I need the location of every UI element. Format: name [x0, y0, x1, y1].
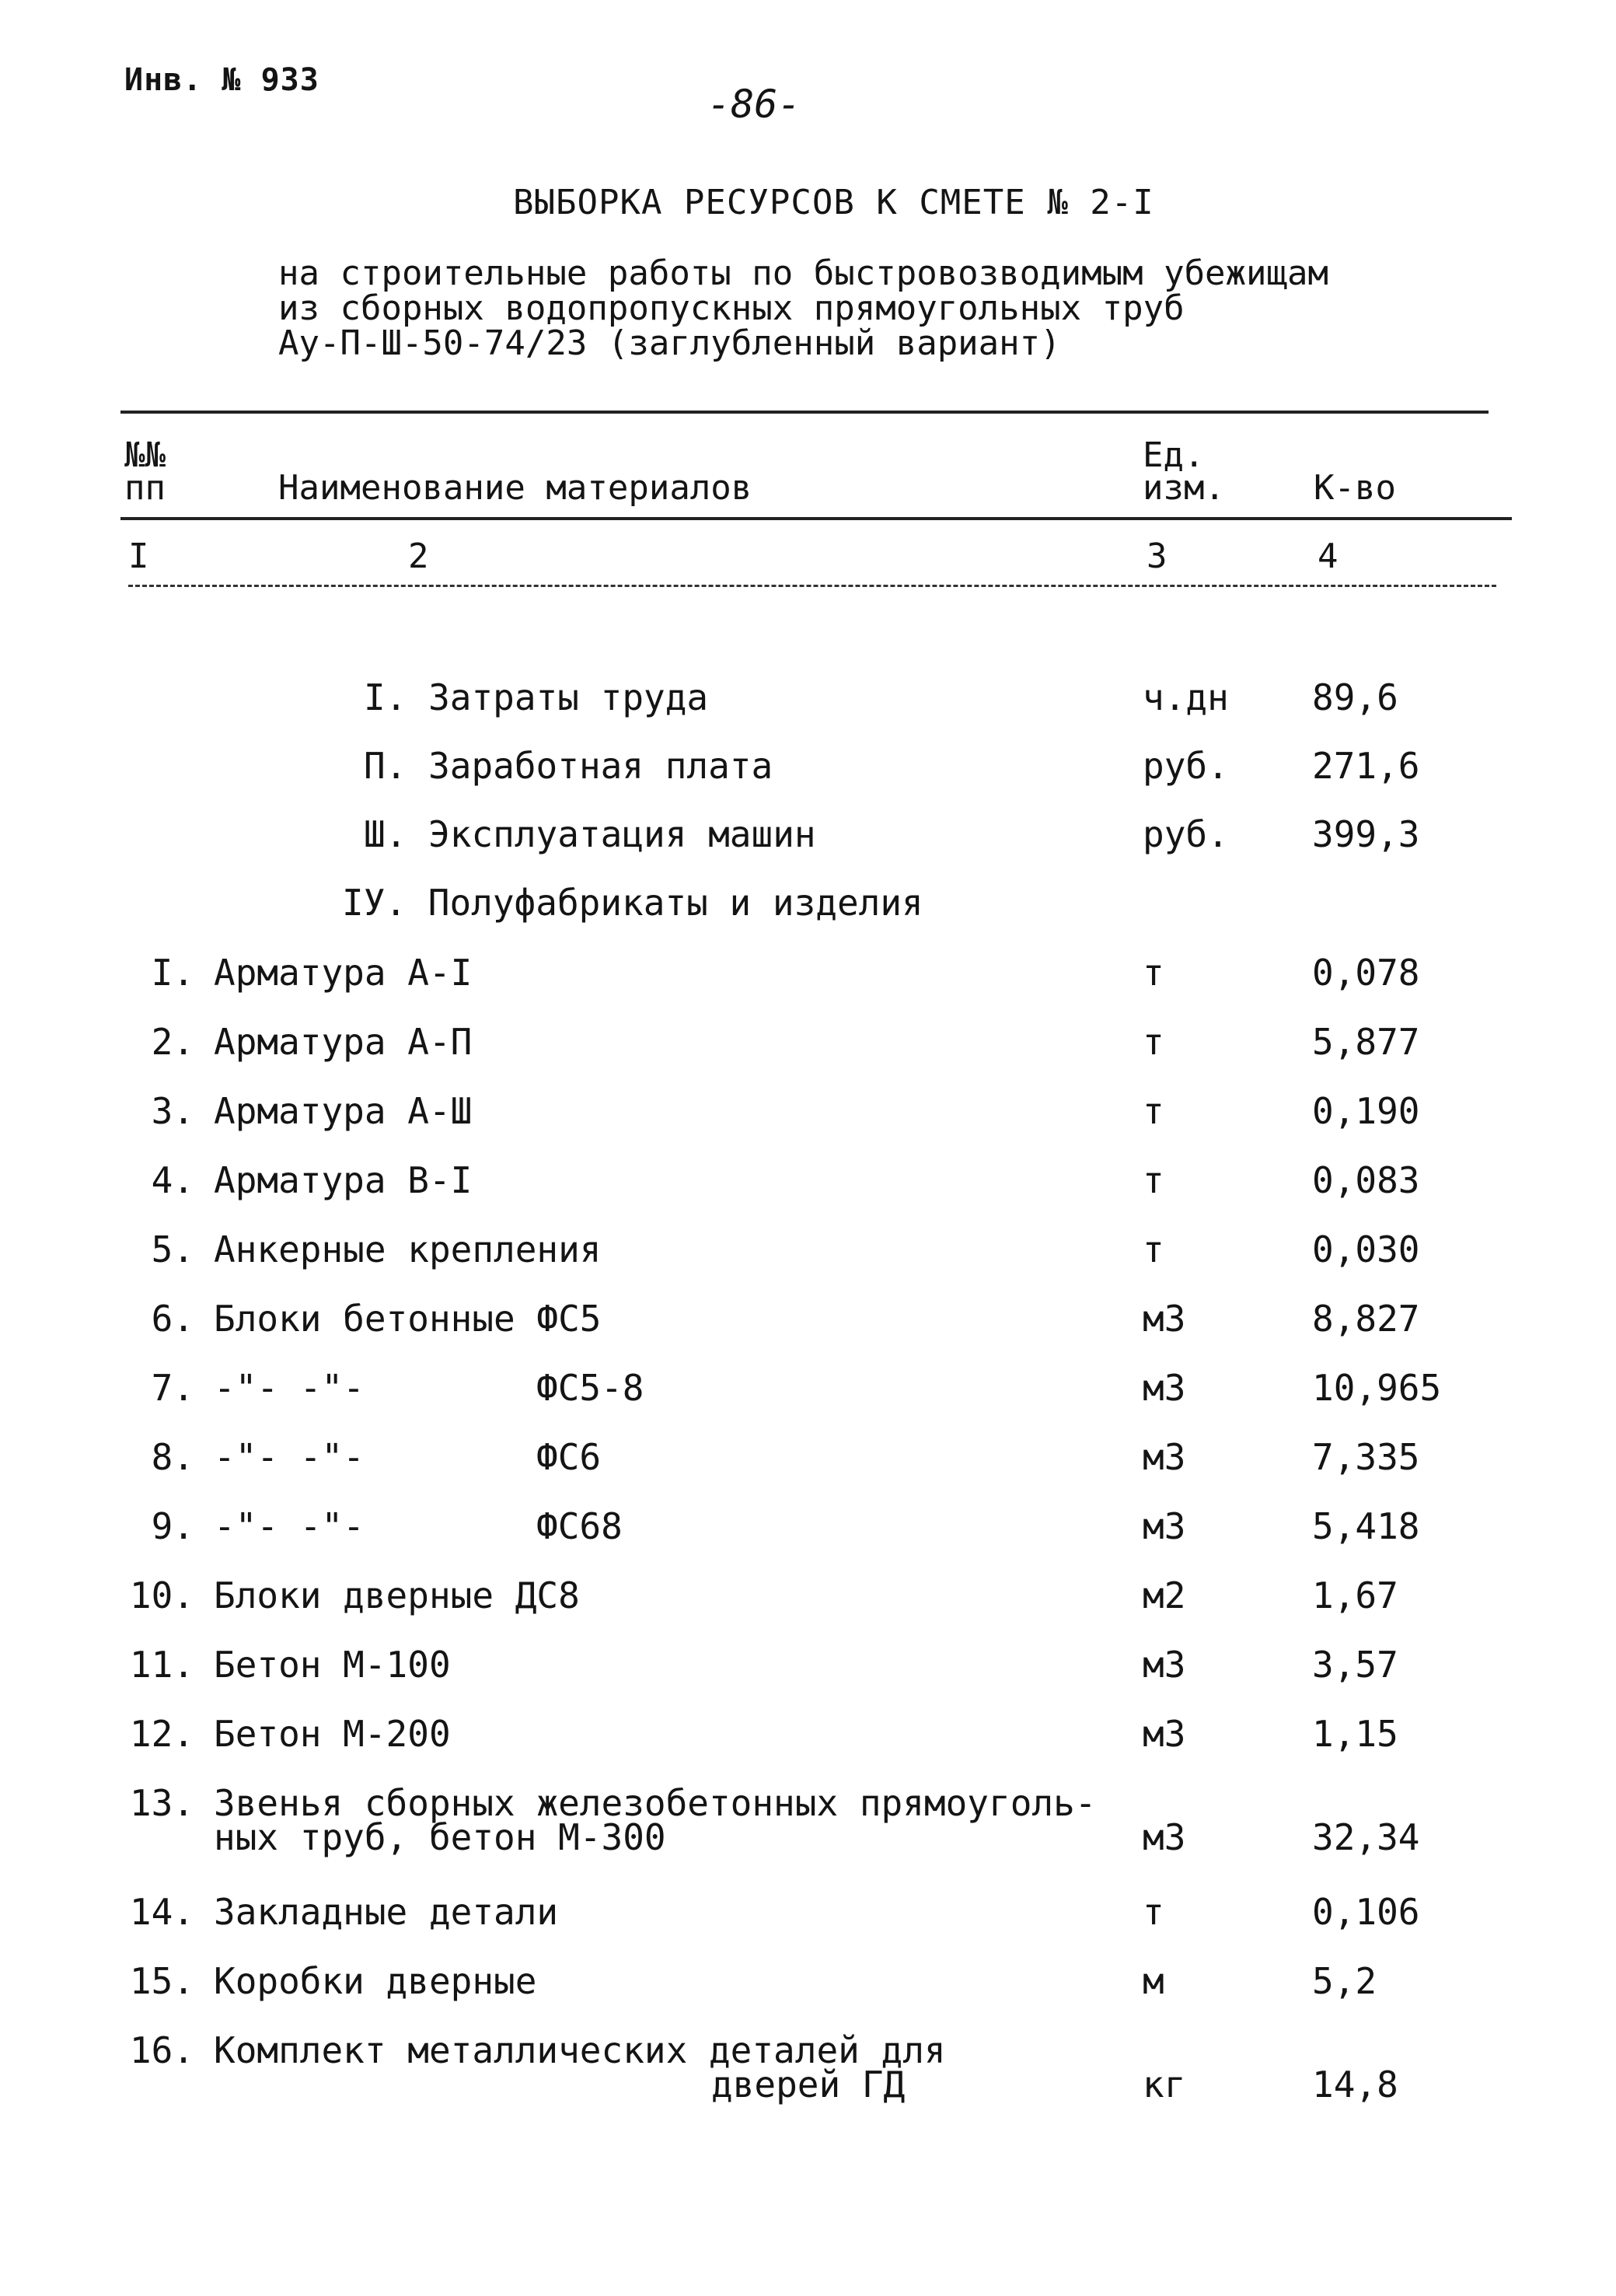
- qty-cell: 5,877: [1312, 1021, 1420, 1063]
- unit-cell: кг: [1143, 2064, 1186, 2106]
- row-number: 5.: [151, 1228, 194, 1270]
- row-name-continuation: ных труб, бетон М-300: [214, 1816, 666, 1858]
- header-unit-line2: изм.: [1143, 468, 1225, 508]
- row-number: 10.: [129, 1574, 194, 1616]
- page-number: -86-: [707, 82, 801, 127]
- qty-cell: 89,6: [1312, 676, 1398, 718]
- qty-cell: 10,965: [1312, 1367, 1442, 1409]
- row-name: -"- -"-: [214, 1367, 365, 1409]
- unit-cell: руб.: [1143, 745, 1229, 787]
- row-number: 13.: [129, 1782, 194, 1824]
- qty-cell: 0,078: [1312, 952, 1420, 994]
- row-name: -"- -"-: [214, 1505, 365, 1547]
- row-number: 6.: [151, 1298, 194, 1340]
- row-name: Блоки бетонные ФС5: [214, 1298, 602, 1340]
- row-number: 7.: [151, 1367, 194, 1409]
- qty-cell: 399,3: [1312, 813, 1420, 855]
- qty-cell: 5,2: [1312, 1960, 1377, 2002]
- row-number: 14.: [129, 1891, 194, 1933]
- row-code: ФС5-8: [536, 1367, 644, 1409]
- unit-cell: т: [1143, 1021, 1164, 1063]
- qty-cell: 8,827: [1312, 1298, 1420, 1340]
- row-code: ФС68: [536, 1505, 623, 1547]
- row-number: 16.: [129, 2029, 194, 2071]
- qty-cell: 271,6: [1312, 745, 1420, 787]
- section-label: П. Заработная плата: [364, 745, 773, 787]
- unit-cell: т: [1143, 1090, 1164, 1132]
- unit-cell: м: [1143, 1960, 1164, 2002]
- column-number-3: 3: [1147, 536, 1167, 576]
- qty-cell: 0,190: [1312, 1090, 1420, 1132]
- row-number: 12.: [129, 1713, 194, 1755]
- qty-cell: 7,335: [1312, 1436, 1420, 1478]
- unit-cell: м3: [1143, 1816, 1186, 1858]
- section-label: I. Затраты труда: [364, 676, 709, 718]
- header-unit-line1: Ед.: [1143, 435, 1205, 475]
- unit-cell: м2: [1143, 1574, 1186, 1616]
- row-number: 15.: [129, 1960, 194, 2002]
- header-qty: К-во: [1314, 468, 1396, 508]
- unit-cell: м3: [1143, 1644, 1186, 1686]
- inventory-number: Инв. № 933: [124, 62, 319, 98]
- row-name: Арматура В-I: [214, 1159, 473, 1201]
- row-name: Арматура А-Ш: [214, 1090, 473, 1132]
- row-code: ФС6: [536, 1436, 602, 1478]
- qty-cell: 14,8: [1312, 2064, 1398, 2106]
- unit-cell: м3: [1143, 1436, 1186, 1478]
- row-number: 4.: [151, 1159, 194, 1201]
- row-number: 11.: [129, 1644, 194, 1686]
- qty-cell: 1,67: [1312, 1574, 1398, 1616]
- row-name: Звенья сборных железобетонных прямоуголь-: [214, 1782, 1097, 1824]
- unit-cell: руб.: [1143, 813, 1229, 855]
- document-title: ВЫБОРКА РЕСУРСОВ К СМЕТЕ № 2-I: [513, 183, 1154, 222]
- row-name: Анкерные крепления: [214, 1228, 602, 1270]
- column-number-4: 4: [1318, 536, 1339, 576]
- unit-cell: т: [1143, 952, 1164, 994]
- top-rule: [120, 411, 1489, 414]
- unit-cell: м3: [1143, 1713, 1186, 1755]
- qty-cell: 0,030: [1312, 1228, 1420, 1270]
- row-name: Коробки дверные: [214, 1960, 537, 2002]
- header-name: Наименование материалов: [278, 468, 752, 508]
- row-name: Закладные детали: [214, 1891, 559, 1933]
- header-num-line1: №№: [124, 435, 166, 475]
- column-number-rule: [128, 585, 1496, 587]
- column-number-1: I: [128, 536, 149, 576]
- qty-cell: 1,15: [1312, 1713, 1398, 1755]
- unit-cell: м3: [1143, 1367, 1186, 1409]
- header-num-line2: пп: [124, 468, 166, 508]
- row-number: 3.: [151, 1090, 194, 1132]
- row-name: Арматура А-П: [214, 1021, 473, 1063]
- row-number: 2.: [151, 1021, 194, 1063]
- row-number: 9.: [151, 1505, 194, 1547]
- column-number-2: 2: [408, 536, 429, 576]
- row-name: Бетон М-100: [214, 1644, 451, 1686]
- row-name-continuation: дверей ГД: [711, 2064, 906, 2106]
- row-number: 8.: [151, 1436, 194, 1478]
- section-label: IУ. Полуфабрикаты и изделия: [342, 882, 923, 924]
- unit-cell: м3: [1143, 1298, 1186, 1340]
- row-name: Блоки дверные ДС8: [214, 1574, 580, 1616]
- qty-cell: 5,418: [1312, 1505, 1420, 1547]
- row-number: I.: [151, 952, 194, 994]
- row-name: Комплект металлических деталей для: [214, 2029, 946, 2071]
- row-name: Бетон М-200: [214, 1713, 451, 1755]
- qty-cell: 32,34: [1312, 1816, 1420, 1858]
- header-rule: [120, 517, 1512, 520]
- unit-cell: м3: [1143, 1505, 1186, 1547]
- unit-cell: т: [1143, 1891, 1164, 1933]
- qty-cell: 0,083: [1312, 1159, 1420, 1201]
- unit-cell: т: [1143, 1228, 1164, 1270]
- subtitle-line-1: на строительные работы по быстровозводимым убежищам: [278, 253, 1329, 293]
- row-name: Арматура А-I: [214, 952, 473, 994]
- unit-cell: т: [1143, 1159, 1164, 1201]
- subtitle-line-3: Ау-П-Ш-50-74/23 (заглубленный вариант): [278, 323, 1061, 363]
- row-name: -"- -"-: [214, 1436, 365, 1478]
- unit-cell: ч.дн: [1143, 676, 1229, 718]
- qty-cell: 0,106: [1312, 1891, 1420, 1933]
- section-label: Ш. Эксплуатация машин: [364, 813, 816, 855]
- qty-cell: 3,57: [1312, 1644, 1398, 1686]
- subtitle-line-2: из сборных водопропускных прямоугольных труб: [278, 288, 1185, 328]
